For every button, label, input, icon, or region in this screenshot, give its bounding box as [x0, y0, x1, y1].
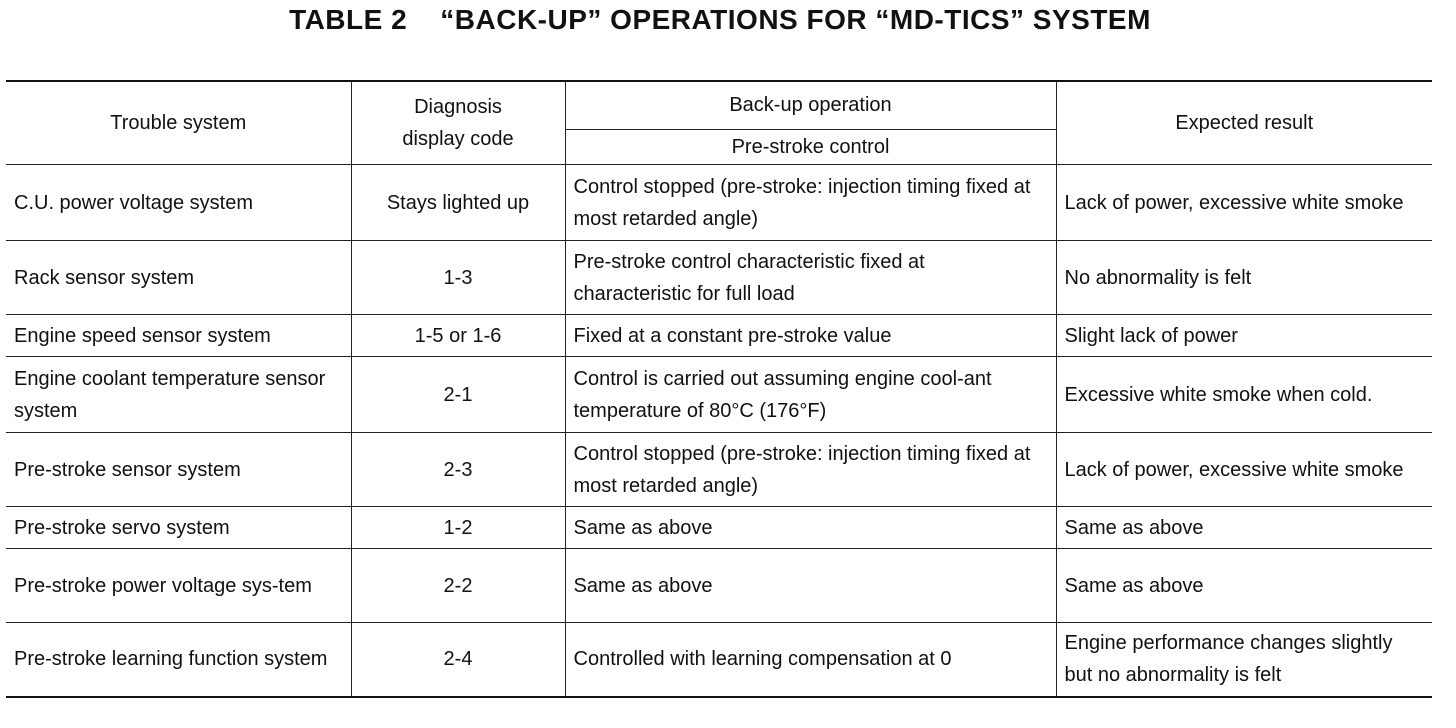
prestroke-control-cell: Control stopped (pre-stroke: injection timing fixed at most retarded angle): [565, 165, 1056, 241]
table-row: [6, 623, 1432, 697]
prestroke-control-cell: Pre-stroke control characteristic fixed at characteristic for full load: [565, 241, 1056, 315]
trouble-system-cell: C.U. power voltage system: [6, 165, 351, 241]
diagnosis-code-cell: 1-3: [351, 241, 565, 315]
expected-result-cell: Engine performance changes slightly but no abnormality is felt: [1056, 623, 1432, 697]
diagnosis-code-cell: 2-1: [351, 357, 565, 433]
table-row: [6, 241, 1432, 315]
table-row: [6, 315, 1432, 357]
expected-result-cell: Lack of power, excessive white smoke: [1056, 433, 1432, 507]
expected-result-cell: Lack of power, excessive white smoke: [1056, 165, 1432, 241]
header-diagnosis-line1: Diagnosis: [414, 96, 502, 118]
diagnosis-code-cell: 2-2: [351, 549, 565, 623]
trouble-system-cell: Engine speed sensor system: [6, 315, 351, 357]
trouble-system-cell: Pre-stroke learning function system: [6, 623, 351, 697]
table-body: [6, 165, 1432, 697]
trouble-system-cell: Pre-stroke sensor system: [6, 433, 351, 507]
expected-result-cell: No abnormality is felt: [1056, 241, 1432, 315]
diagnosis-code-cell: 1-2: [351, 507, 565, 549]
table-row: [6, 549, 1432, 623]
diagnosis-code-cell: 2-3: [351, 433, 565, 507]
table-header: [6, 81, 1432, 165]
diagnosis-code-cell: 1-5 or 1-6: [351, 315, 565, 357]
prestroke-control-cell: Controlled with learning compensation at 0: [565, 623, 1056, 697]
table-title: TABLE 2 “BACK-UP” OPERATIONS FOR “MD-TICS” SYSTEM: [289, 4, 1151, 35]
prestroke-control-cell: Fixed at a constant pre-stroke value: [565, 315, 1056, 357]
prestroke-control-cell: Control is carried out assuming engine cool-ant temperature of 80°C (176°F): [565, 357, 1056, 433]
header-diagnosis-display-code: [351, 81, 565, 165]
header-trouble-system: Trouble system: [6, 81, 351, 165]
table-row: [6, 165, 1432, 241]
expected-result-cell: Excessive white smoke when cold.: [1056, 357, 1432, 433]
diagnosis-code-cell: 2-4: [351, 623, 565, 697]
header-pre-stroke-control: Pre-stroke control: [565, 129, 1056, 164]
prestroke-control-cell: Control stopped (pre-stroke: injection timing fixed at most retarded angle): [565, 433, 1056, 507]
expected-result-cell: Same as above: [1056, 549, 1432, 623]
diagnosis-code-cell: Stays lighted up: [351, 165, 565, 241]
trouble-system-cell: Engine coolant temperature sensor system: [6, 357, 351, 433]
header-expected-result: Expected result: [1056, 81, 1432, 165]
prestroke-control-cell: Same as above: [565, 507, 1056, 549]
backup-operations-table: [6, 80, 1432, 698]
table-row: [6, 507, 1432, 549]
expected-result-cell: Slight lack of power: [1056, 315, 1432, 357]
header-diagnosis-line2: display code: [402, 128, 514, 150]
prestroke-control-cell: Same as above: [565, 549, 1056, 623]
trouble-system-cell: Pre-stroke power voltage sys-tem: [6, 549, 351, 623]
header-backup-operation: Back-up operation: [565, 81, 1056, 129]
trouble-system-cell: Rack sensor system: [6, 241, 351, 315]
expected-result-cell: Same as above: [1056, 507, 1432, 549]
table-row: [6, 433, 1432, 507]
trouble-system-cell: Pre-stroke servo system: [6, 507, 351, 549]
table-row: [6, 357, 1432, 433]
